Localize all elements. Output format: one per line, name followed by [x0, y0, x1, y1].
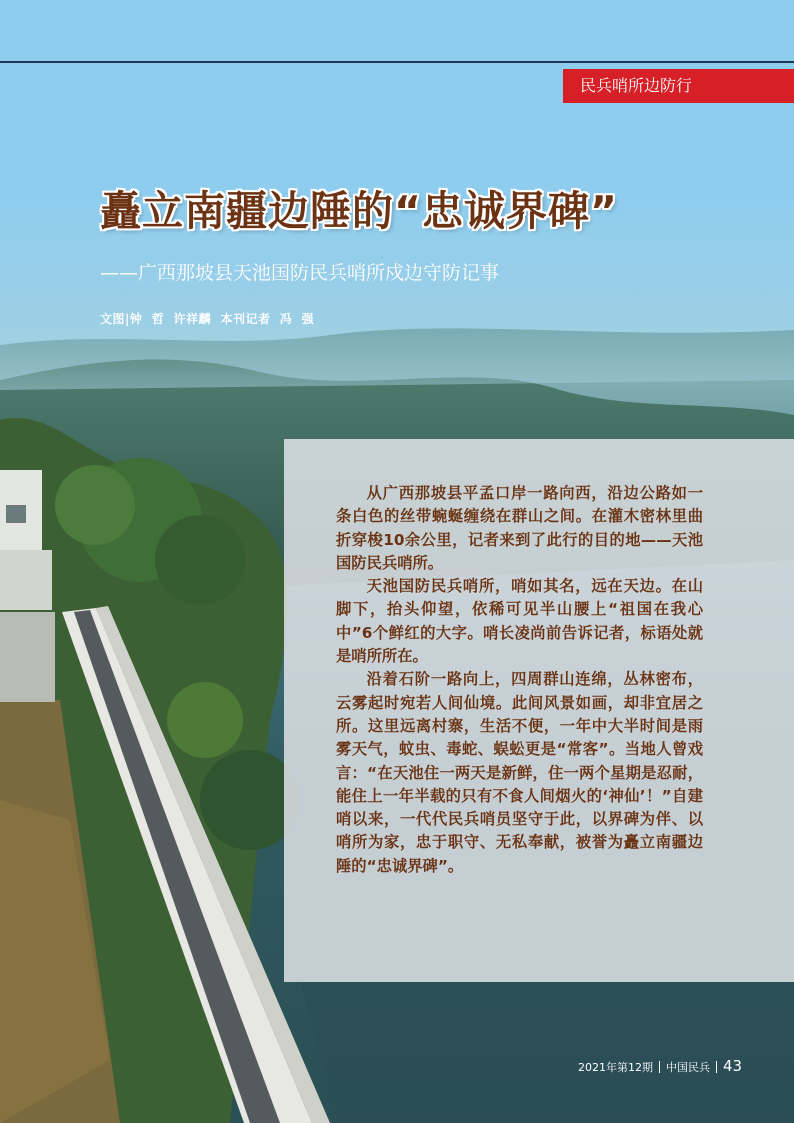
body-paragraph: 沿着石阶一路向上，四周群山连绵，丛林密布，云雾起时宛若人间仙境。此间风景如画，却非宜居之所。这里远离村寨，生活不便，一年中大半时间是雨雾天气，蚊虫、毒蛇、蜈蚣更是“常客”。当地人曾戏言：“在天池住一两天是新鲜，住一两个星期是忍耐，能住上一年半载的只有不食人间烟火的‘神仙’！”自建哨以来，一代代民兵哨员坚守于此，以界碑为伴、以哨所为家，忠于职守、无私奉献，被誉为矗立南疆边陲的“忠诚界碑”。 [336, 670, 703, 875]
footer-divider [659, 1061, 660, 1073]
issue-label: 2021年第12期 [578, 1061, 653, 1074]
body-paragraph: 从广西那坡县平孟口岸一路向西，沿边公路如一条白色的丝带蜿蜒缠绕在群山之间。在灌木密林里曲折穿梭10余公里，记者来到了此行的目的地——天池国防民兵哨所。 [336, 484, 703, 572]
page-number: 43 [723, 1057, 743, 1075]
header-rule [0, 61, 794, 63]
section-tag: 民兵哨所边防行 [563, 69, 794, 103]
article-body [336, 482, 703, 878]
page-footer [578, 1057, 742, 1075]
article-byline: 文图|钟 哲 许祥麟 本刊记者 冯 强 [100, 312, 315, 326]
article-subtitle: ——广西那坡县天池国防民兵哨所戍边守防记事 [100, 262, 500, 284]
article-headline: 矗立南疆边陲的“忠诚界碑” [100, 187, 618, 235]
magazine-name: 中国民兵 [666, 1061, 710, 1074]
body-paragraph: 天池国防民兵哨所，哨如其名，远在天边。在山脚下，抬头仰望，依稀可见半山腰上“祖国在我心中”6个鲜红的大字。哨长凌尚前告诉记者，标语处就是哨所所在。 [336, 577, 703, 666]
footer-divider [716, 1061, 717, 1073]
